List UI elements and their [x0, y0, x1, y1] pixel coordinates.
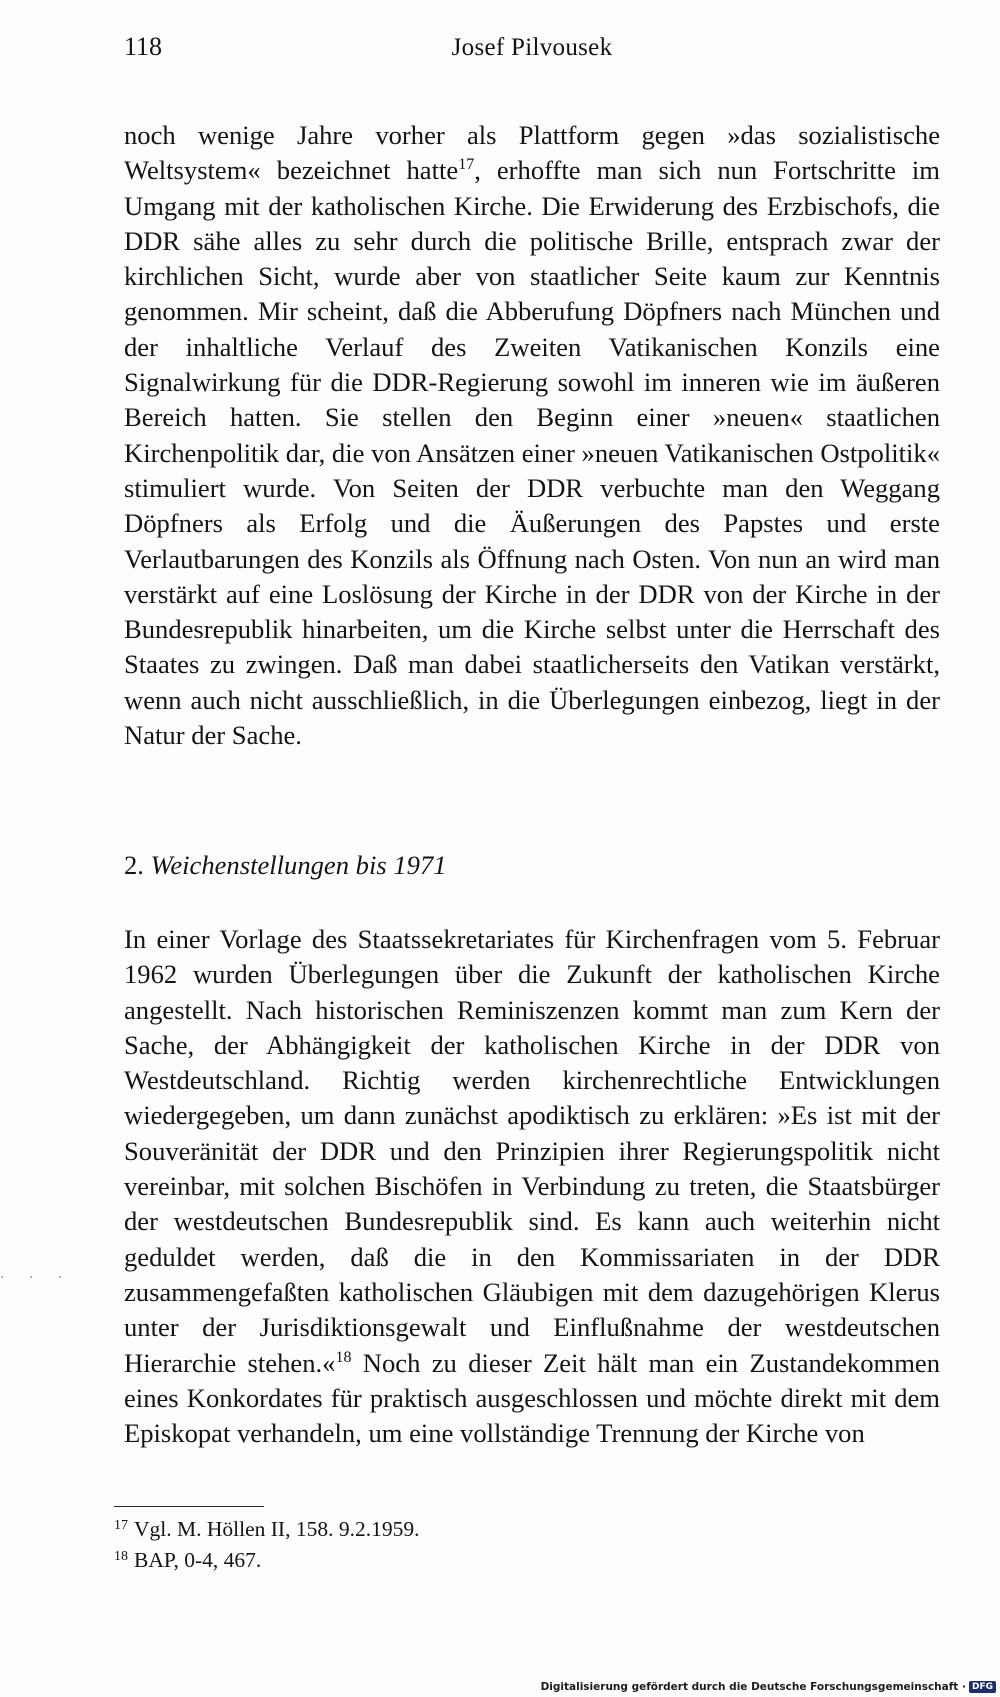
section-heading: [124, 850, 940, 881]
digitization-credit: [541, 1681, 996, 1693]
footnote-text: BAP, 0-4, 467.: [134, 1548, 262, 1572]
page-number: 118: [124, 32, 163, 61]
body-paragraph-2: [124, 922, 940, 1451]
scan-artifact-dots: · · ·: [0, 1270, 73, 1286]
body-paragraph-1: [124, 118, 940, 753]
footnote-ref-18[interactable]: 18: [335, 1348, 352, 1366]
credit-text: Digitalisierung gefördert durch die Deutsche Forschungsgemeinschaft ·: [540, 1681, 966, 1693]
paragraph-text: In einer Vorlage des Staatssekretariates für Kirchenfragen vom 5. Februar 1962 wurden Überlegungen über die Zukunft der katholischen Kirche angestellt. Nach historischen Reminiszenzen kommt man zum Kern der Sache, der Abhängigkeit der katholischen Kirche in der DDR von Westdeutschland. Richtig werden kirchenrechtliche Entwicklungen wiedergegeben, um dann zunächst apodiktisch zu erklären: »Es ist mit der Souveränität der DDR und den Prinzipien ihrer Regierungspolitik nicht vereinbar, mit solchen Bischöfen in Verbindung zu treten, die Staatsbürger der westdeutschen Bundesrepublik sind. Es kann auch weiterhin nicht geduldet werden, daß die in den Kommissariaten in der DDR zusammengefaßten katholischen Gläubigen mit dem dazugehörigen Klerus unter der Jurisdiktionsgewalt und Einflußnahme der westdeutschen Hierarchie stehen.«: [124, 924, 940, 1378]
section-title: Weichenstellungen bis 1971: [150, 850, 447, 880]
footnotes: [114, 1514, 934, 1576]
dfg-logo-icon: DFG: [969, 1681, 996, 1693]
footnote-ref-17[interactable]: 17: [458, 156, 475, 174]
footnote-divider: [114, 1506, 264, 1507]
footnote-18: [114, 1545, 934, 1576]
footnote-number: 18: [114, 1549, 128, 1564]
paragraph-text: , erhoffte man sich nun Fortschritte im Umgang mit der katholischen Kirche. Die Erwiderung des Erzbischofs, die DDR sähe alles zu sehr durch die politische Brille, entsprach zwar der kirchlichen Sicht, wurde aber von staatlicher Seite kaum zur Kenntnis genommen. Mir scheint, daß die Abberufung Döpfners nach München und der inhaltliche Verlauf des Zweiten Vatikanischen Konzils eine Signalwirkung für die DDR-Regierung sowohl im inneren wie im äußeren Bereich hatten. Sie stellen den Beginn einer »neuen« staatlichen Kirchenpolitik dar, die von Ansätzen einer »neuen Vatikanischen Ostpolitik« stimuliert wurde. Von Seiten der DDR verbuchte man den Weggang Döpfners als Erfolg und die Äußerungen des Papstes und erste Verlautbarungen des Konzils als Öffnung nach Osten. Von nun an wird man verstärkt auf eine Loslösung der Kirche in der DDR von der Kirche in der Bundesrepublik hinarbeiten, um die Kirche selbst unter die Herrschaft des Staates zu zwingen. Daß man dabei staatlicherseits den Vatikan verstärkt, wenn auch nicht ausschließlich, in die Überlegungen einbezog, liegt in der Natur der Sache.: [124, 155, 941, 751]
paragraph-text: noch wenige Jahre vorher als Plattform gegen »das sozialistische Weltsystem« bezeichnet hatte: [124, 120, 940, 186]
page-header: [124, 32, 940, 72]
paragraph-text: Noch zu dieser Zeit hält man ein Zustandekommen eines Konkordates für praktisch ausgeschlossen und möchte direkt mit dem Episkopat verhandeln, um eine vollständige Trennung der Kirche von: [124, 1347, 940, 1449]
running-head: Josef Pilvousek: [451, 34, 613, 61]
footnote-17: [114, 1514, 934, 1545]
footnote-text: Vgl. M. Höllen II, 158. 9.2.1959.: [134, 1517, 420, 1541]
section-number: 2.: [124, 850, 144, 880]
footnote-number: 17: [114, 1518, 128, 1533]
